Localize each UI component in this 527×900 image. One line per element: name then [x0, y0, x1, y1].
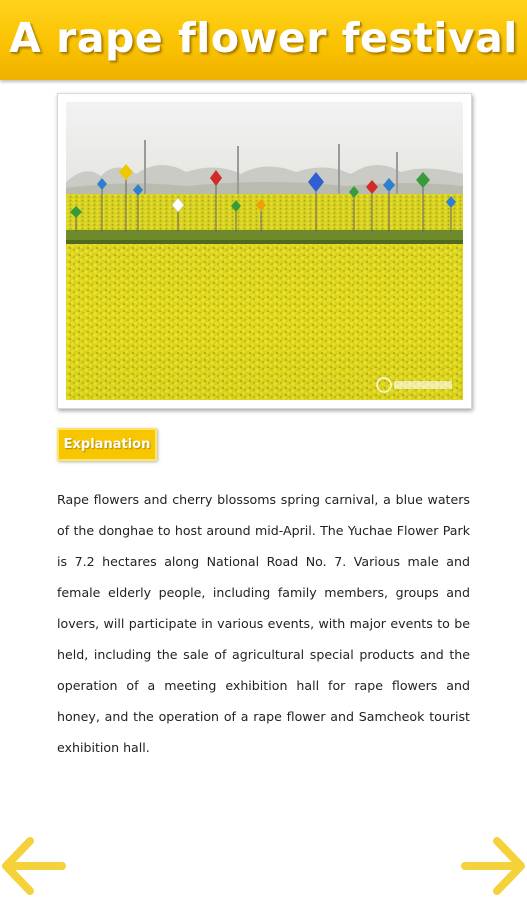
header-banner [0, 0, 527, 80]
arrow-right-icon [461, 835, 527, 897]
festival-photo [66, 102, 463, 400]
explanation-badge [57, 428, 157, 461]
photo-frame [57, 93, 472, 409]
prev-button[interactable] [0, 835, 66, 897]
page-title: A rape flower festival [9, 14, 518, 62]
explanation-label: Explanation [63, 437, 151, 452]
arrow-left-icon [0, 835, 66, 897]
description-text: Rape flowers and cherry blossoms spring carnival, a blue waters of the donghae to host around mid-April. The Yuchae Flower Park is 7.2 hectares along National Road No. 7. Various male and female elderly people, including family members, groups and lovers, will participate in various events, with major events to be held, including the sale of agricultural special products and the operation of a meeting exhibition hall for rape flowers and honey, and the operation of a rape flower and Samcheok tourist exhibition hall. [57, 492, 470, 755]
next-button[interactable] [461, 835, 527, 897]
